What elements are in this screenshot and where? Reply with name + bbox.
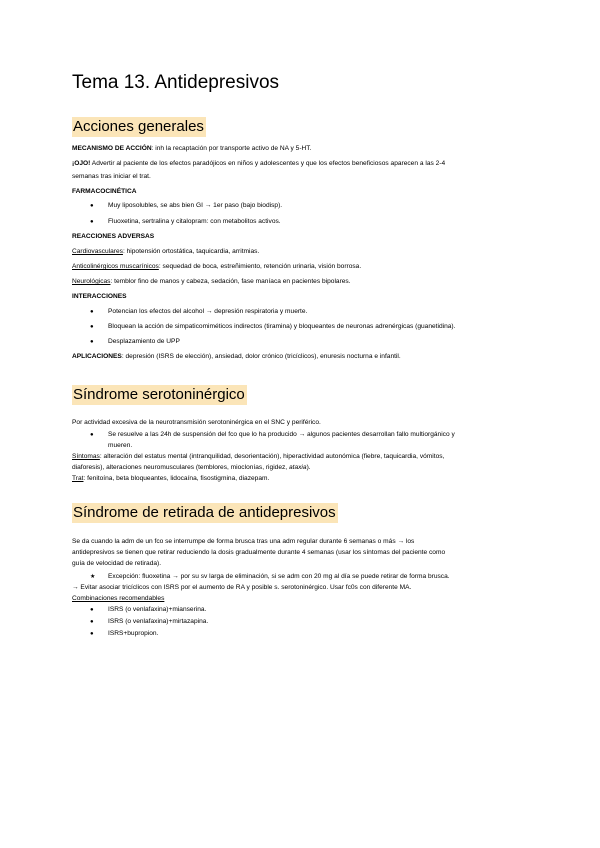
ojo-text: Advertir al paciente de los efectos paradójicos en niños y adolescentes y que los efectos beneficiosos aparecen a las 2-4 [90, 160, 446, 167]
section-heading-sindrome-retirada: Síndrome de retirada de antidepresivos [73, 504, 336, 521]
evitar-line: → Evitar asociar tricíclicos con ISRS por el aumento de RA y posible s. serotoninérgico. Usar fc0s con diferente MA. [72, 584, 412, 591]
bullet-continuation: mueren. [108, 442, 133, 449]
ojo-label: ¡OJO! [72, 160, 91, 167]
bullet-icon: ● [90, 309, 94, 315]
interacciones-heading: INTERACCIONES [72, 293, 127, 300]
bullet-icon: ● [90, 619, 94, 625]
neurologicas-line: Neurológicas: temblor fino de manos y cabeza, sedación, fase maníaca en pacientes bipolares. [72, 278, 351, 285]
mecanismo-label: MECANISMO DE ACCIÓN [72, 145, 152, 152]
retirada-paragraph-line-1: Se da cuando la adm de un fco se interrumpe de forma brusca tras una adm regular durante 6 semanas o más → los [72, 538, 415, 545]
ojo-line-2: semanas tras iniciar el trat. [72, 173, 151, 180]
bullet-icon: ● [90, 631, 94, 637]
reacciones-heading: REACCIONES ADVERSAS [72, 233, 155, 240]
aplicaciones-line: APLICACIONES: depresión (ISRS de elección), ansiedad, dolor crónico (tricíclicos), enuresis nocturna e infantil. [72, 353, 401, 360]
ojo-line [72, 159, 445, 169]
section-heading-acciones-generales: Acciones generales [73, 118, 204, 135]
bullet-icon: ● [90, 203, 94, 209]
page-title: Tema 13. Antidepresivos [72, 72, 280, 93]
retirada-paragraph-line-2: antidepresivos se tienen que retirar reduciendo la dosis gradualmente durante 4 semanas (usar los síntomas del paciente como [72, 549, 446, 556]
anticolinergicos-line: Anticolinérgicos muscarínicos: sequedad de boca, estreñimiento, retención urinaria, visión borrosa. [72, 263, 362, 270]
bullet-icon: ● [90, 324, 94, 330]
cardiovasculares-line: Cardiovasculares: hipotensión ortostática, taquicardia, arritmias. [72, 248, 260, 255]
bullet-icon: ● [90, 219, 94, 225]
bullet-icon: ● [90, 339, 94, 345]
document-page: Tema 13. Antidepresivos Acciones generales MECANISMO DE ACCIÓN: inh la recaptación por transporte activo de NA y 5-HT. ¡OJO! Advertir al paciente de los efectos paradójicos en niños y adolescentes y que los efectos beneficiosos aparecen a las 2-4 semanas tras iniciar el trat. FARMACOCINÉTICA ● Muy liposolubles, se abs bien GI → 1er paso (bajo biodisp). ● Fluoxetina, sertralina y citalopram: con metabolitos activos. REACCIONES ADVERSAS Cardiovasculares: hipotensión ortostática, taquicardia, arritmias. Anticolinérgicos muscarínicos: sequedad de boca, estreñimiento, retención urinaria, visión borrosa. Neurológicas: temblor fino de manos y cabeza, sedación, fase maníaca en pacientes bipolares. INTERACCIONES ● Potencian los efectos del alcohol → depresión respiratoria y muerte. ● Bloquean la acción de simpaticomiméticos indirectos (tiramina) y bloqueantes de neuronas adrenérgicas (guanetidina). ● Desplazamiento de UPP APLICACIONES: depresión (ISRS de elección), ansiedad, dolor crónico (tricíclicos), enuresis nocturna e infantil. Síndrome serotoninérgico Por actividad excesiva de la neurotransmisión serotoninérgica en el SNC y periférico. ● Se resuelve a las 24h de suspensión del fco que lo ha producido → algunos pacientes desarrollan fallo multiorgánico y mueren. Síntomas: alteración del estatus mental (intranquilidad, desorientación), hiperactividad autonómica (fiebre, taquicardia, vómitos, diaforesis), alteraciones neuromusculares (temblores, mioclonías, rigidez, ataxia). Trat: fenitoína, beta bloqueantes, lidocaína, fisostigmina, diazepam. Síndrome de retirada de antidepresivos Se da cuando la adm de un fco se interrumpe de forma brusca tras una adm regular durante 6 semanas o más → los antidepresivos se tienen que retirar reduciendo la dosis gradualmente durante 4 semanas (usar los síntomas del paciente como guía de velocidad de retirada). ★ Excepción: fluoxetina → por su sv larga de eliminación, si se adm con 20 mg al día se puede retirar de forma brusca. → Evitar asociar tricíclicos con ISRS por el aumento de RA y posible s. serotoninérgico. Usar fc0s con diferente MA. Combinaciones recomendables ● ISRS (o venlafaxina)+mianserina. ● ISRS (o venlafaxina)+mirtazapina. ● ISRS+bupropion. [72, 72, 456, 637]
retirada-paragraph-line-3: guía de velocidad de retirada). [72, 560, 162, 567]
serotoninergico-intro: Por actividad excesiva de la neurotransmisión serotoninérgica en el SNC y periférico. [72, 419, 321, 426]
mecanismo-line [72, 144, 311, 154]
bullet-icon: ● [90, 607, 94, 613]
sintomas-line: Síntomas: alteración del estatus mental (intranquilidad, desorientación), hiperactividad autonómica (fiebre, taquicardia, vómitos, [72, 453, 445, 460]
mecanismo-text: : inh la recaptación por transporte activo de NA y 5-HT. [151, 145, 312, 152]
farmacocinetica-heading: FARMACOCINÉTICA [72, 188, 137, 195]
star-icon: ★ [90, 574, 96, 580]
sintomas-line-2: diaforesis), alteraciones neuromusculares (temblores, mioclonías, rigidez, ataxia). [72, 464, 311, 471]
section-heading-sindrome-serotoninergico: Síndrome serotoninérgico [73, 386, 245, 403]
bullet-icon: ● [90, 432, 94, 438]
combinaciones-heading: Combinaciones recomendables [72, 595, 165, 602]
tratamiento-line: Trat: fenitoína, beta bloqueantes, lidocaína, fisostigmina, diazepam. [72, 475, 270, 482]
